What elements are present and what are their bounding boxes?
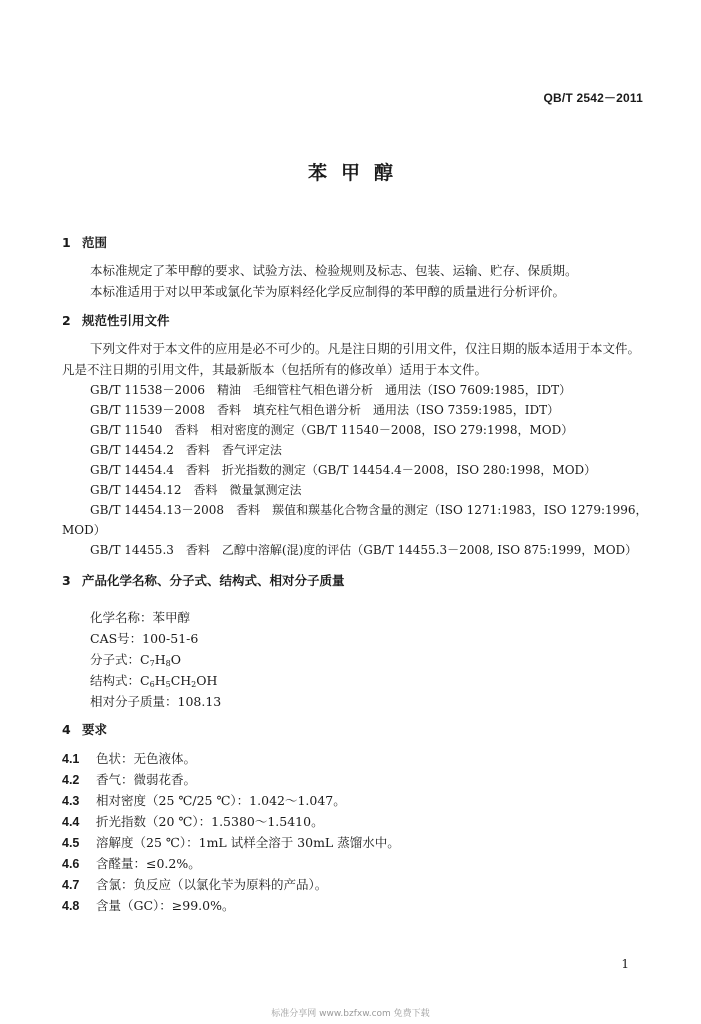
section-number: 1 bbox=[62, 235, 71, 250]
section-2-intro-line-2: 凡是不注日期的引用文件，其最新版本（包括所有的修改单）适用于本文件。 bbox=[62, 362, 488, 377]
reference-item: GB/T 11540 香料 相对密度的测定（GB/T 11540－2008，ISO 279:1998，MOD） bbox=[90, 423, 574, 437]
footer-watermark: 标准分享网 www.bzfxw.com 免费下载 bbox=[271, 1009, 430, 1019]
chemical-name: 化学名称：苯甲醇 bbox=[90, 610, 191, 625]
section-title: 要求 bbox=[82, 722, 108, 737]
section-title: 规范性引用文件 bbox=[82, 313, 170, 328]
section-title: 范围 bbox=[82, 235, 108, 250]
reference-item: GB/T 11539－2008 香料 填充柱气相色谱分析 通用法（ISO 7359:1985，IDT） bbox=[90, 403, 560, 417]
page-number: 1 bbox=[621, 957, 629, 971]
section-number: 2 bbox=[62, 313, 71, 328]
reference-item: GB/T 14454.4 香料 折光指数的测定（GB/T 14454.4－2008，ISO 280:1998，MOD） bbox=[90, 463, 597, 477]
cas-number: CAS号：100-51-6 bbox=[90, 631, 199, 646]
section-number: 4 bbox=[62, 722, 71, 737]
standard-code: QB/T 2542－2011 bbox=[543, 91, 643, 105]
requirement-item: 4.3 相对密度（25 ℃/25 ℃）：1.042～1.047。 bbox=[62, 793, 346, 808]
requirement-item: 4.1 色状：无色液体。 bbox=[62, 751, 197, 766]
requirement-item: 4.5 溶解度（25 ℃）：1mL 试样全溶于 30mL 蒸馏水中。 bbox=[62, 835, 400, 850]
requirement-item: 4.8 含量（GC）：≥99.0%。 bbox=[62, 898, 235, 913]
reference-item: GB/T 14454.13－2008 香料 羰值和羰基化合物含量的测定（ISO 1271:1983，ISO 1279:1996， bbox=[90, 503, 648, 517]
section-3-heading bbox=[62, 571, 345, 589]
section-number: 3 bbox=[62, 573, 71, 588]
reference-item: GB/T 14454.12 香料 微量氯测定法 bbox=[90, 483, 302, 497]
section-1-paragraph-1: 本标准规定了苯甲醇的要求、试验方法、检验规则及标志、包装、运输、贮存、保质期。 bbox=[90, 263, 578, 278]
molecular-formula: 分子式：$C_7H_8O$ bbox=[90, 652, 181, 668]
reference-item-continuation: MOD） bbox=[62, 523, 106, 537]
structural-formula: 结构式：$C_6H_5CH_2OH$ bbox=[90, 673, 218, 689]
section-title: 产品化学名称、分子式、结构式、相对分子质量 bbox=[82, 573, 345, 588]
requirement-item: 4.4 折光指数（20 ℃）：1.5380～1.5410。 bbox=[62, 814, 324, 829]
section-4-heading bbox=[62, 720, 107, 738]
reference-item: GB/T 14455.3 香料 乙醇中溶解(混)度的评估（GB/T 14455.3－2008, ISO 875:1999，MOD） bbox=[90, 543, 638, 557]
reference-item: GB/T 11538－2006 精油 毛细管柱气相色谱分析 通用法（ISO 7609:1985，IDT） bbox=[90, 383, 572, 397]
reference-item: GB/T 14454.2 香料 香气评定法 bbox=[90, 443, 282, 457]
section-1-paragraph-2: 本标准适用于对以甲苯或氯化苄为原料经化学反应制得的苯甲醇的质量进行分析评价。 bbox=[90, 284, 566, 299]
molecular-mass: 相对分子质量：108.13 bbox=[90, 694, 222, 709]
requirement-item: 4.6 含醛量：≤0.2%。 bbox=[62, 856, 201, 871]
requirement-item: 4.2 香气：微弱花香。 bbox=[62, 772, 197, 787]
section-1-heading bbox=[62, 233, 107, 251]
document-title: 苯甲醇 bbox=[307, 162, 407, 184]
section-2-intro-line-1: 下列文件对于本文件的应用是必不可少的。凡是注日期的引用文件，仅注日期的版本适用于本文件。 bbox=[90, 341, 641, 356]
requirement-item: 4.7 含氯：负反应（以氯化苄为原料的产品）。 bbox=[62, 877, 328, 892]
section-2-heading bbox=[62, 311, 170, 329]
